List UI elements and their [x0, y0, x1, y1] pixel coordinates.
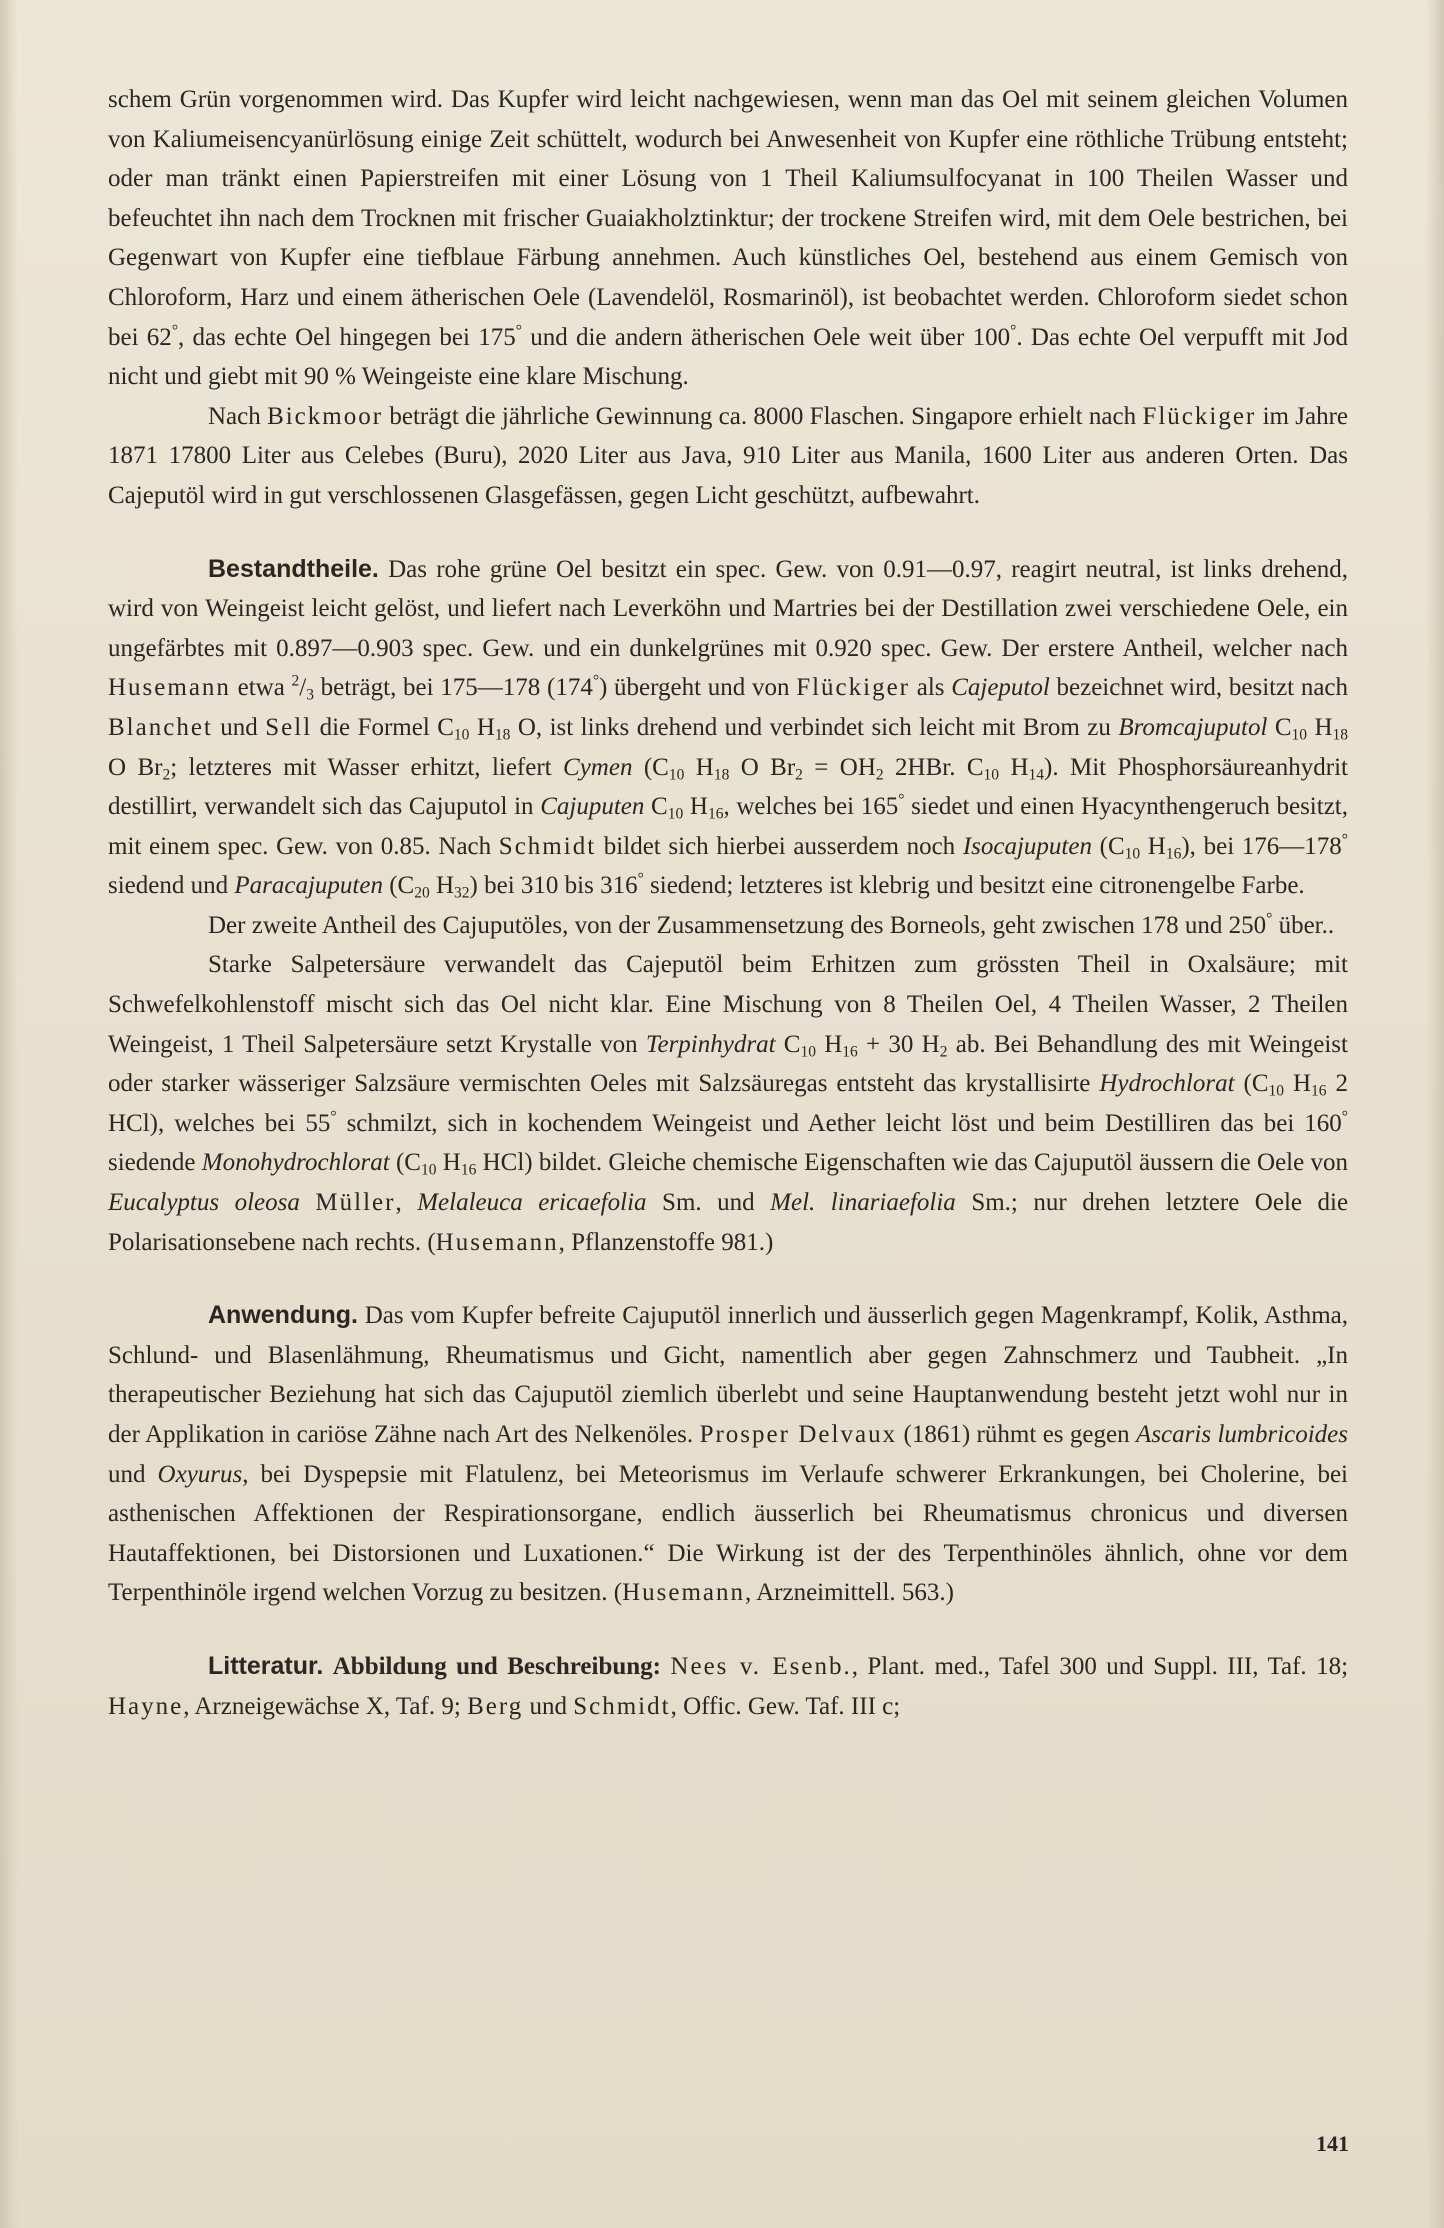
paragraph-production: Nach Bickmoor beträgt die jährliche Gewinnung ca. 8000 Flaschen. Singapore erhielt nach Flückiger im Jahre 1871 17800 Liter aus Celebes (Buru), 2020 Liter aus Java, 910 Liter aus Manila, 1600 Liter aus anderen Orten. Das Cajeputöl wird in gut verschlossenen Glasgefässen, gegen Licht geschützt, aufbewahrt.: [108, 402, 1349, 509]
paragraph-litteratur: Litteratur. Abbildung und Beschreibung: Nees v. Esenb., Plant. med., Tafel 300 und Suppl. III, Taf. 18; Hayne, Arzneigewächse X, Taf. 9; Berg und Schmidt, Offic. Gew. Taf. III c;: [108, 1651, 1349, 1720]
section-heading-litteratur: Litteratur.: [208, 1651, 324, 1680]
paragraph-bestandtheile: Bestandtheile. Das rohe grüne Oel besitzt ein spec. Gew. von 0.91—0.97, reagirt neutral, ist links drehend, wird von Weingeist leicht gelöst, und liefert nach Leverköhn und Martries bei der Destillation zwei verschiedene Oele, ein ungefärbtes mit 0.897—0.903 spec. Gew. und ein dunkelgrünes mit 0.920 spec. Gew. Der erstere Antheil, welcher nach Husemann etwa $^2/_3$ beträgt, bei 175—178 (174°) übergeht und von Flückiger als Cajeputol bezeichnet wird, besitzt nach Blanchet und Sell die Formel $C_{10}$ $H_{18}$ O, ist links drehend und verbindet sich leicht mit Brom zu Bromcajuputol $C_{10}$ $H_{18}$ O $Br_2$; letzteres mit Wasser erhitzt, liefert Cymen ($C_{10}$ $H_{18}$ O $Br_2 = OH_2$ 2HBr. $C_{10}$ $H_{14}$). Mit Phosphorsäureanhydrit destillirt, verwandelt sich das Cajuputol in Cajuputen $C_{10}$ $H_{16}$, welches bei 165° siedet und einen Hyacynthengeruch besitzt, mit einem spec. Gew. von 0.85. Nach Schmidt bildet sich hierbei ausserdem noch Isocajuputen ($C_{10}$ $H_{16}$), bei 176—178° siedend und Paracajuputen ($C_{20}$ $H_{32}$) bei 310 bis 316° siedend; letzteres ist klebrig und besitzt eine citronengelbe Farbe.: [108, 554, 1349, 902]
paragraph-copper-test: schem Grün vorgenommen wird. Das Kupfer wird leicht nachgewiesen, wenn man das Oel mit seinem gleichen Volumen von Kaliumeisencyanürlösung einige Zeit schüttelt, wodurch bei Anwesenheit von Kupfer eine röthliche Trübung entsteht; oder man tränkt einen Papierstreifen mit einer Lösung von 1 Theil Kaliumsulfocyanat in 100 Theilen Wasser und befeuchtet ihn nach dem Trocknen mit frischer Guaiakholztinktur; der trockene Streifen wird, mit dem Oele bestrichen, bei Gegenwart von Kupfer eine tiefblaue Färbung annehmen. Auch künstliches Oel, bestehend aus einem Gemisch von Chloroform, Harz und einem ätherischen Oele (Lavendelöl, Rosmarinöl), ist beobachtet werden. Chloroform siedet schon bei 62°, das echte Oel hingegen bei 175° und die andern ätherischen Oele weit über 100°. Das echte Oel verpufft mit Jod nicht und giebt mit 90 % Weingeiste eine klare Mischung.: [108, 86, 1349, 391]
paragraph-nitric-acid: Starke Salpetersäure verwandelt das Cajeputöl beim Erhitzen zum grössten Theil in Oxalsäure; mit Schwefelkohlenstoff mischt sich das Oel nicht klar. Eine Mischung von 8 Theilen Oel, 4 Theilen Wasser, 2 Theilen Weingeist, 1 Theil Salpetersäure setzt Krystalle von Terpinhydrat $C_{10}$ $H_{16} + 30$ $H_2$ ab. Bei Behandlung des mit Weingeist oder starker wässeriger Salzsäure vermischten Oeles mit Salzsäuregas entsteht das krystallisirte Hydrochlorat ($C_{10}$ $H_{16}$ 2 HCl), welches bei 55° schmilzt, sich in kochendem Weingeist und Aether leicht löst und beim Destilliren das bei 160° siedende Monohydrochlorat ($C_{10}$ $H_{16}$ HCl) bildet. Gleiche chemische Eigenschaften wie das Cajuputöl äussern die Oele von Eucalyptus oleosa Müller, Melaleuca ericaefolia Sm. und Mel. linariaefolia Sm.; nur drehen letztere Oele die Polarisationsebene nach rechts. (Husemann, Pflanzenstoffe 981.): [108, 951, 1349, 1256]
paragraph-anwendung: Anwendung. Das vom Kupfer befreite Cajuputöl innerlich und äusserlich gegen Magenkrampf, Kolik, Asthma, Schlund- und Blasenlähmung, Rheumatismus und Gicht, namentlich aber gegen Zahnschmerz und Taubheit. „In therapeutischer Beziehung hat sich das Cajuputöl ziemlich überlebt und seine Hauptanwendung besteht jetzt wohl nur in der Applikation in cariöse Zähne nach Art des Nelkenöles. Prosper Delvaux (1861) rühmt es gegen Ascaris lumbricoides und Oxyurus, bei Dyspepsie mit Flatulenz, bei Meteorismus im Verlaufe schwerer Erkrankungen, bei Cholerine, bei asthenischen Affektionen der Respirationsorgane, endlich äusserlich bei Rheumatismus chronicus und diversen Hautaffektionen, bei Distorsionen und Luxationen.“ Die Wirkung ist der des Terpenthinöles ähnlich, ohne vor dem Terpenthinöle irgend welchen Vorzug zu besitzen. (Husemann, Arzneimittell. 563.): [108, 1301, 1349, 1607]
paragraph-second-fraction: Der zweite Antheil des Cajuputöles, von der Zusammensetzung des Borneols, geht zwischen 178 und 250° über..: [208, 910, 1335, 939]
section-heading-anwendung: Anwendung.: [208, 1301, 358, 1330]
right-page-shadow: [1426, 0, 1444, 2228]
page-number: 141: [1316, 2131, 1349, 2156]
left-page-shadow: [0, 0, 18, 2228]
section-heading-bestandtheile: Bestandtheile.: [208, 554, 379, 583]
subheading-abbildung: Abbildung und Beschreibung:: [332, 1652, 661, 1680]
